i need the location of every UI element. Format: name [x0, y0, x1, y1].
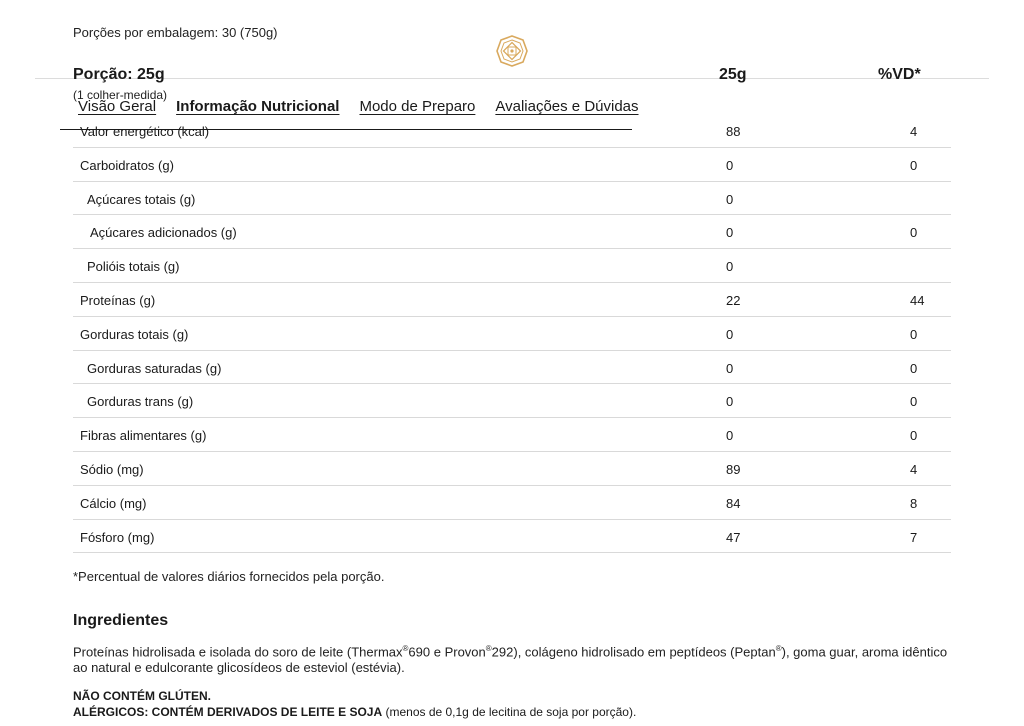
- nutrient-amount: 0: [726, 225, 734, 241]
- nutrient-amount: 0: [726, 191, 734, 207]
- portion-title: Porção: 25g: [73, 66, 165, 83]
- nutrient-daily-value: 8: [910, 495, 918, 511]
- servings-per-package: Porções por embalagem: 30 (750g): [73, 25, 278, 40]
- nutrition-row: [73, 182, 951, 216]
- nutrient-name: Açúcares adicionados (g): [90, 225, 237, 241]
- nutrient-daily-value: 0: [910, 326, 918, 342]
- nutrient-daily-value: 4: [910, 124, 918, 139]
- product-tabs: [78, 98, 639, 115]
- tab-avaliacoes-e-duvidas[interactable]: Avaliações e Dúvidas: [495, 98, 639, 115]
- tab-informacao-nutricional[interactable]: Informação Nutricional: [176, 98, 340, 115]
- nutrient-name: Carboidratos (g): [80, 157, 174, 173]
- nutrient-amount: 84: [726, 495, 741, 511]
- nutrition-row: [73, 114, 951, 148]
- nutrition-row: [73, 384, 951, 418]
- portion-subtitle: (1 colher-medida): [73, 88, 168, 102]
- nutrient-name: Proteínas (g): [80, 292, 156, 308]
- nutrient-name: Fósforo (mg): [80, 529, 155, 545]
- nutrient-name: Cálcio (mg): [80, 495, 147, 511]
- nutrition-row: [73, 249, 951, 283]
- nutrient-name: Gorduras totais (g): [80, 326, 189, 342]
- allergen-warning: ALÉRGICOS: CONTÉM DERIVADOS DE LEITE E SOJA (menos de 0,1g de lecitina de soja por porção).: [73, 705, 637, 719]
- nutrient-daily-value: 0: [910, 360, 918, 376]
- nutrition-row: [73, 317, 951, 351]
- nutrient-name: Açúcares totais (g): [87, 191, 196, 207]
- nutrition-row: [73, 215, 951, 249]
- nutrient-daily-value: 4: [910, 461, 918, 477]
- nutrient-name: Sódio (mg): [80, 461, 144, 477]
- brand-logo-icon: [496, 35, 528, 67]
- nutrition-row: [73, 351, 951, 385]
- nutrient-name: Gorduras trans (g): [87, 394, 194, 410]
- nutrition-table: [73, 114, 951, 553]
- nutrient-amount: 0: [726, 259, 734, 275]
- nutrient-amount: 0: [726, 360, 734, 376]
- tab-modo-de-preparo[interactable]: Modo de Preparo: [359, 98, 476, 115]
- nutrient-amount: 89: [726, 461, 741, 477]
- nutrient-daily-value: 0: [910, 225, 918, 241]
- nutrient-daily-value: 44: [910, 292, 925, 308]
- nutrition-row: [73, 452, 951, 486]
- header-divider: [35, 78, 989, 79]
- nutrient-amount: 0: [726, 326, 734, 342]
- nutrient-daily-value: 0: [910, 394, 918, 410]
- nutrition-row: [73, 283, 951, 317]
- nutrient-name: Polióis totais (g): [87, 259, 180, 275]
- nutrient-name: Valor energético (kcal): [80, 124, 210, 139]
- nutrient-daily-value: 7: [910, 529, 918, 545]
- nutrient-amount: 0: [726, 157, 734, 173]
- nutrient-amount: 88: [726, 124, 741, 139]
- ingredients-title: Ingredientes: [73, 612, 169, 629]
- gluten-warning: NÃO CONTÉM GLÚTEN.: [73, 689, 211, 703]
- nutrition-row: [73, 486, 951, 520]
- column-header-amount: 25g: [719, 66, 747, 83]
- tab-visao-geral[interactable]: Visão Geral: [78, 98, 157, 115]
- nutrition-row: [73, 148, 951, 182]
- column-header-daily-value: %VD*: [878, 66, 921, 83]
- nutrient-amount: 22: [726, 292, 741, 308]
- ingredients-text: Proteínas hidrolisada e isolada do soro de leite (Thermax®690 e Provon®292), colágeno hidrolisado em peptídeos (Peptan®), goma guar, aroma idêntico ao natural e edulcorante glicosídeos de esteviol (estévia).: [73, 644, 948, 676]
- nutrient-name: Fibras alimentares (g): [80, 428, 207, 444]
- nutrition-row: [73, 418, 951, 452]
- nutrient-amount: 0: [726, 428, 734, 444]
- nutrient-daily-value: 0: [910, 157, 918, 173]
- nutrient-amount: 47: [726, 529, 741, 545]
- nutrient-amount: 0: [726, 394, 734, 410]
- daily-value-footnote: *Percentual de valores diários fornecidos pela porção.: [73, 569, 385, 584]
- nutrition-row: [73, 520, 951, 554]
- nutrient-name: Gorduras saturadas (g): [87, 360, 222, 376]
- nutrient-daily-value: 0: [910, 428, 918, 444]
